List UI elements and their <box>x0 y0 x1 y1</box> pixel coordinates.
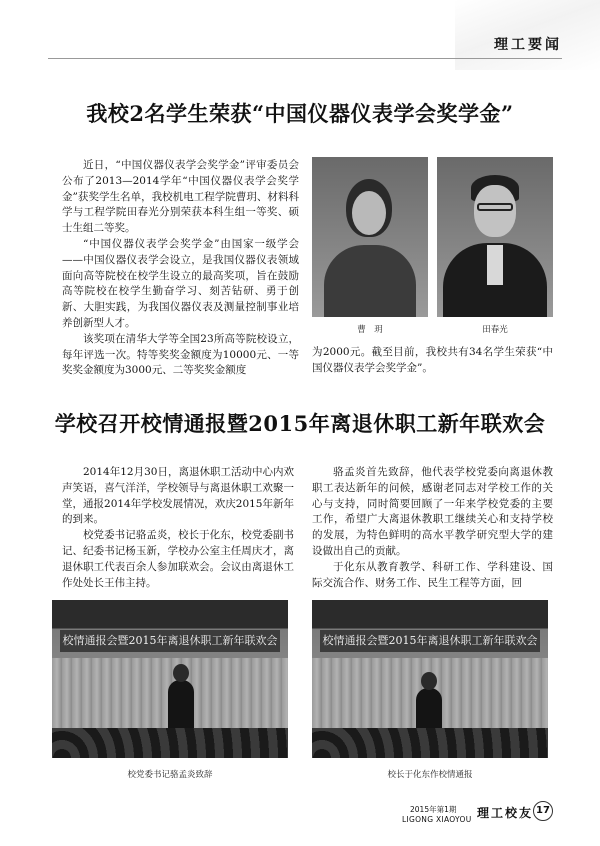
article2-title: 学校召开校情通报暨2015年离退休职工新年联欢会 <box>54 411 546 436</box>
article1-paragraph: “中国仪器仪表学会奖学金”由国家一级学会——中国仪器仪表学会设立，是我国仪器仪表领域面向高等院校在校学生设立的最高奖项，旨在鼓励高等院校在校学生勤奋学习、刻苦钻研、勇于创新、大胆实践，为我国仪器仪表及测量控制事业培养创新型人才。 <box>62 237 299 329</box>
audience <box>312 728 548 758</box>
article1-continuation-text: 为2000元。截至目前，我校共有34名学生荣获“中国仪器仪表学会奖学金”。 <box>312 346 553 374</box>
section-tag: 理工要闻 <box>494 37 562 53</box>
footer-issue: 2015年第1期 <box>410 805 457 814</box>
page-number: 17 <box>533 801 553 821</box>
article2-paragraph: 2014年12月30日，离退休职工活动中心内欢声笑语，喜气洋洋，学校领导与离退休职工欢聚一堂，通报2014年学校发展情况，欢庆2015年新年的到来。 <box>62 466 294 526</box>
header-divider <box>48 58 562 59</box>
event-photo-report <box>312 600 548 758</box>
article1-paragraph: 近日，“中国仪器仪表学会奖学金”评审委员会公布了2013—2014学年“中国仪器仪表学会奖学金”获奖学生名单，我校机电工程学院曹玥、材料科学与工程学院田春光分别荣获本科生组一等奖、硕士生组二等奖。 <box>62 159 299 235</box>
caption-report: 校长于化东作校情通报 <box>387 770 473 780</box>
article2-right-column <box>312 465 553 591</box>
article1-title: 我校2名学生荣获“中国仪器仪表学会奖学金” <box>86 101 514 126</box>
article1-continuation <box>312 345 553 377</box>
article2-paragraph: 于化东从教育教学、科研工作、学科建设、国际交流合作、财务工作、民生工程等方面，回 <box>312 560 553 589</box>
portrait-photo-cao-yue <box>312 157 428 317</box>
audience <box>52 728 288 758</box>
event-photo-speech <box>52 600 288 758</box>
article2-paragraph: 骆孟炎首先致辞，他代表学校党委向离退休教职工表达新年的问候，感谢老同志对学校工作的关心与支持，同时简要回顾了一年来学校党委的主要工作，希望广大离退休教职工继续关心和支持学校的发展，为特色鲜明的高水平教学研究型大学的建设做出自己的贡献。 <box>312 466 553 557</box>
article1-paragraph: 该奖项在清华大学等全国23所高等院校设立，每年评选一次。特等奖奖金额度为10000元、一等奖奖金额度为3000元、二等奖奖金额度 <box>62 332 299 377</box>
caption-speech: 校党委书记骆孟炎致辞 <box>127 770 213 780</box>
event-banner: 校情通报会暨2015年离退休职工新年联欢会 <box>320 630 540 652</box>
caption-cao-yue: 曹 玥 <box>357 325 383 335</box>
event-banner: 校情通报会暨2015年离退休职工新年联欢会 <box>60 630 280 652</box>
footer-magazine-name: 理工校友 <box>477 806 534 820</box>
footer-pinyin: LIGONG XIAOYOU <box>402 815 472 824</box>
article2-paragraph: 校党委书记骆孟炎，校长于化东，校党委副书记、纪委书记杨玉新，学校办公室主任周庆才，离退休职工代表百余人参加联欢会。会议由离退休工作处处长王伟主持。 <box>62 529 294 589</box>
article1-body <box>62 158 299 379</box>
caption-tian-chunguang: 田春光 <box>482 325 508 335</box>
portrait-photo-tian-chunguang <box>437 157 553 317</box>
article2-left-column <box>62 465 294 591</box>
